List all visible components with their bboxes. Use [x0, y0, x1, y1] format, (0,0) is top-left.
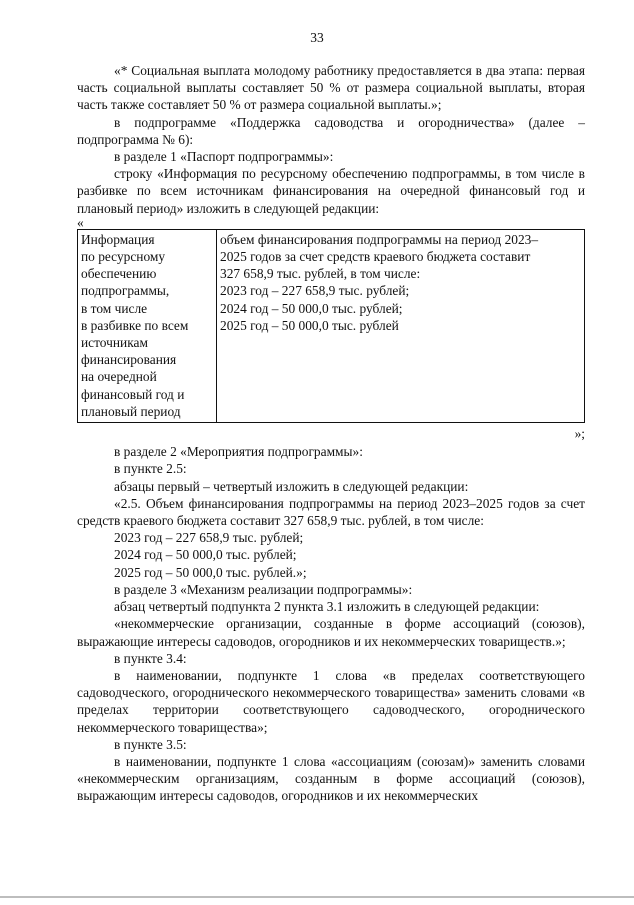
paragraph-section-2: в разделе 2 «Мероприятия подпрограммы»: — [114, 444, 363, 460]
table-cell-funding-value — [217, 229, 585, 422]
paragraph-3-4-text: в наименовании, подпункте 1 слова «в пределах соответствующего садоводческого, огороднического некоммерческого товарищества» заменить словами «в пределах территории соответствующего садоводческого, огороднического некоммерческого товарищества»; — [77, 667, 585, 735]
table-label-line: финансовый год и — [81, 386, 185, 402]
table-label-line: в разбивке по всем — [81, 317, 189, 333]
table-label-line: финансирования — [81, 352, 177, 368]
paragraph-2-5-text: «2.5. Объем финансирования подпрограммы на период 2023–2025 годов за счет средств краевого бюджета составит 327 658,9 тыс. рублей, в том числе: — [77, 495, 585, 529]
page-number: 33 — [310, 30, 324, 45]
paragraph-section-1-passport: в разделе 1 «Паспорт подпрограммы»: — [114, 149, 334, 165]
scan-bottom-edge — [0, 896, 634, 898]
table-value-line: 2023 год – 227 658,9 тыс. рублей; — [220, 283, 410, 299]
table-label-line: обеспечению — [81, 266, 157, 282]
paragraph-abzacy-replacement: абзацы первый – четвертый изложить в следующей редакции: — [114, 478, 469, 494]
paragraph-row-info-replacement: строку «Информация по ресурсному обеспечению подпрограммы, в том числе в разбивке по всем источникам финансирования на очередной финансовый год и плановый период» изложить в следующей редакции: — [77, 166, 585, 216]
paragraph-year-2025: 2025 год – 50 000,0 тыс. рублей.»; — [114, 564, 307, 580]
table-label-line: в том числе — [81, 300, 148, 316]
resource-info-table — [77, 229, 585, 423]
table-value-line: 2024 год – 50 000,0 тыс. рублей; — [220, 300, 403, 316]
paragraph-3-5-text: в наименовании, подпункте 1 слова «ассоциациям (союзам)» заменить словами «некоммерческим организациям, созданным в форме ассоциаций (союзов), выражающим интересы садоводов, огородников и их некоммерческих — [77, 753, 585, 804]
document-body — [77, 62, 585, 805]
table-value-line: 327 658,9 тыс. рублей, в том числе: — [220, 266, 421, 282]
paragraph-year-2024: 2024 год – 50 000,0 тыс. рублей; — [114, 547, 297, 563]
paragraph-subprogram-6-intro: в подпрограмме «Поддержка садоводства и огородничества» (далее – подпрограмма № 6): — [77, 114, 585, 147]
paragraph-nonprofit-orgs: «некоммерческие организации, созданные в форме ассоциаций (союзов), выражающие интересы садоводов, огородников и их некоммерческих товариществ.»; — [77, 616, 585, 649]
table-cell-row-label — [78, 229, 217, 422]
table-label-line: плановый период — [81, 403, 181, 419]
paragraph-year-2023: 2023 год – 227 658,9 тыс. рублей; — [114, 530, 304, 546]
table-label-line: Информация — [81, 231, 155, 247]
table-value-line: 2025 годов за счет средств краевого бюджета составит — [220, 249, 531, 265]
paragraph-section-3: в разделе 3 «Механизм реализации подпрограммы»: — [114, 581, 413, 597]
paragraph-item-2-5: в пункте 2.5: — [114, 461, 187, 477]
paragraph-item-3-4: в пункте 3.4: — [114, 650, 187, 666]
paragraph-social-payment-footnote: «* Социальная выплата молодому работнику предоставляется в два этапа: первая часть социальной выплаты составляет 50 % от размера социальной выплаты, вторая часть также составляет 50 % от размера социальной выплаты.»; — [77, 63, 585, 113]
table-row — [78, 229, 585, 422]
table-value-line: объем финансирования подпрограммы на период 2023– — [220, 231, 539, 247]
table-open-quote: « — [77, 214, 84, 230]
table-label-line: на очередной — [81, 369, 157, 385]
table-close-quote: »; — [574, 426, 585, 442]
table-label-line: подпрограммы, — [81, 283, 170, 299]
table-value-line: 2025 год – 50 000,0 тыс. рублей — [220, 317, 399, 333]
paragraph-abzac-3-1: абзац четвертый подпункта 2 пункта 3.1 изложить в следующей редакции: — [114, 599, 540, 615]
table-label-line: по ресурсному — [81, 249, 166, 265]
paragraph-item-3-5: в пункте 3.5: — [114, 736, 187, 752]
table-label-line: источникам — [81, 335, 148, 351]
